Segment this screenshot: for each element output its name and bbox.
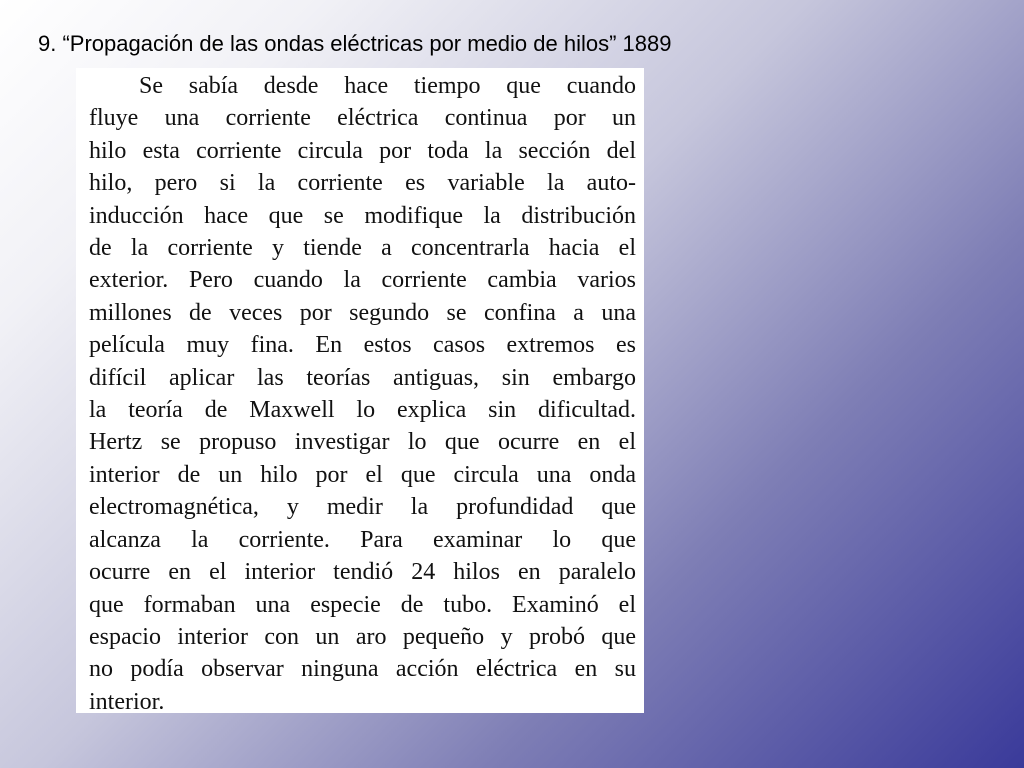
text-line: de la corriente y tiende a concentrarla hacia el (89, 235, 636, 262)
text-line: la teoría de Maxwell lo explica sin dificultad. (89, 397, 636, 424)
slide-title: 9. “Propagación de las ondas eléctricas por medio de hilos” 1889 (38, 31, 672, 56)
text-line: espacio interior con un aro pequeño y probó que (89, 623, 636, 650)
text-line: hilo esta corriente circula por toda la sección del (89, 137, 636, 164)
text-line: no podía observar ninguna acción eléctrica en su (89, 656, 636, 683)
text-line: fluye una corriente eléctrica continua por un (89, 105, 636, 132)
text-line: alcanza la corriente. Para examinar lo que (89, 526, 636, 553)
text-line: exterior. Pero cuando la corriente cambia varios (89, 267, 636, 294)
text-line: que formaban una especie de tubo. Examinó el (89, 591, 636, 618)
text-line: difícil aplicar las teorías antiguas, sin embargo (89, 364, 636, 391)
text-line: millones de veces por segundo se confina a una (89, 299, 636, 326)
text-line: inducción hace que se modifique la distribución (89, 202, 636, 229)
text-line: Hertz se propuso investigar lo que ocurre en el (89, 429, 636, 456)
text-line: electromagnética, y medir la profundidad que (89, 494, 636, 521)
text-line: interior. (89, 688, 165, 713)
text-line: Se sabía desde hace tiempo que cuando (139, 73, 636, 99)
scanned-text-excerpt (76, 68, 644, 713)
text-line: hilo, pero si la corriente es variable la auto- (89, 170, 636, 197)
text-line: interior de un hilo por el que circula una onda (89, 461, 636, 488)
text-line: película muy fina. En estos casos extremos es (89, 332, 636, 359)
text-line: ocurre en el interior tendió 24 hilos en paralelo (89, 559, 636, 586)
